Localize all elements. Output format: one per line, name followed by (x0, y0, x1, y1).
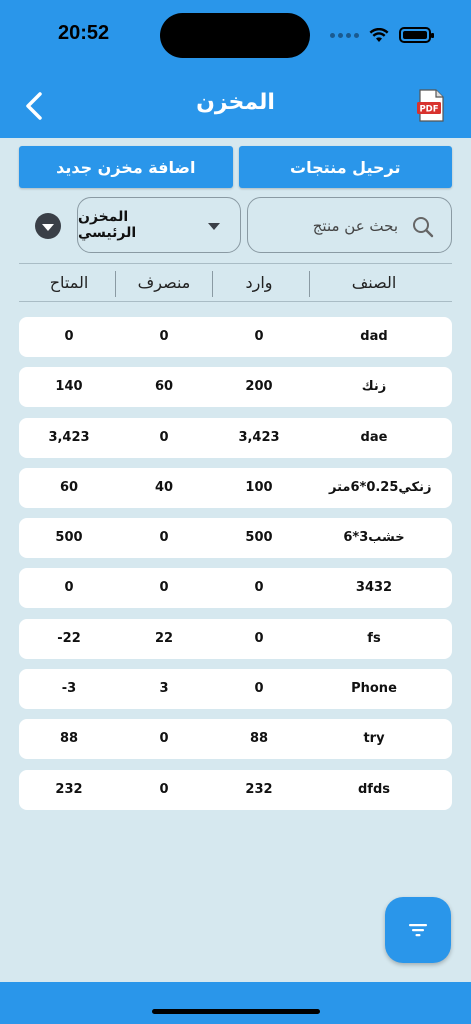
dynamic-island (160, 13, 310, 58)
cell-name: زنكي0.25*6متر (329, 479, 432, 495)
cell-incoming: 200 (245, 379, 273, 395)
table-row[interactable] (19, 568, 452, 608)
filter-row (0, 197, 471, 255)
cell-outgoing: 22 (154, 630, 174, 646)
table-header (19, 269, 452, 301)
column-separator (309, 271, 310, 297)
action-row (19, 146, 452, 188)
cell-name: dad (360, 329, 388, 344)
cell-incoming: 500 (245, 530, 273, 546)
cell-available: 0 (64, 329, 74, 344)
cell-available: 0 (64, 580, 74, 596)
home-indicator (152, 1009, 320, 1014)
cell-available: 3,423 (48, 429, 90, 445)
table-row[interactable] (19, 468, 452, 508)
cell-available: 140 (55, 379, 83, 395)
cell-outgoing: 0 (159, 329, 169, 344)
add-warehouse-button[interactable]: اضافة مخزن جديد (19, 146, 233, 188)
cell-available: 232 (55, 781, 83, 797)
cell-available: 500 (55, 530, 83, 546)
cell-name: Phone (351, 681, 397, 697)
wifi-icon (369, 28, 389, 43)
search-box (247, 197, 452, 253)
options-dropdown-button[interactable] (35, 213, 61, 239)
table-row[interactable] (19, 669, 452, 709)
column-separator (115, 271, 116, 297)
cell-incoming: 3,423 (238, 429, 280, 445)
warehouse-selected-label: المخزن الرئيسي (78, 209, 137, 241)
cell-outgoing: 0 (159, 580, 169, 596)
cell-outgoing: 60 (154, 379, 174, 395)
cell-available: -22 (57, 630, 81, 646)
transfer-products-button[interactable]: ترحيل منتجات (239, 146, 453, 188)
search-icon (411, 215, 435, 239)
cell-name: 3432 (355, 580, 393, 596)
search-input[interactable] (258, 211, 398, 241)
cell-outgoing: 0 (159, 731, 169, 747)
pdf-export-icon[interactable] (415, 88, 447, 124)
cell-name: fs (367, 630, 381, 646)
column-name-header: الصنف (351, 273, 397, 292)
cell-incoming: 0 (254, 580, 264, 596)
cell-incoming: 0 (254, 681, 264, 697)
cell-outgoing: 0 (159, 530, 169, 546)
column-incoming-header: وارد (245, 273, 273, 292)
table-row[interactable] (19, 418, 452, 458)
inventory-list (19, 317, 452, 820)
divider (19, 263, 452, 264)
chevron-down-icon (208, 223, 220, 230)
signal-icon (330, 33, 359, 38)
cell-outgoing: 0 (159, 781, 169, 797)
status-time: 20:52 (58, 22, 110, 44)
column-available-header: المتاح (49, 273, 89, 292)
cell-incoming: 88 (249, 731, 269, 747)
table-row[interactable] (19, 367, 452, 407)
cell-outgoing: 40 (154, 479, 174, 495)
cell-name: dfds (357, 781, 390, 797)
table-row[interactable] (19, 719, 452, 759)
cell-incoming: 100 (245, 479, 273, 495)
cell-outgoing: 3 (159, 681, 169, 697)
divider (19, 301, 452, 302)
table-row[interactable] (19, 619, 452, 659)
cell-incoming: 232 (245, 781, 273, 797)
column-outgoing-header: منصرف (137, 273, 191, 292)
cell-name: dae (360, 429, 388, 445)
table-row[interactable] (19, 770, 452, 810)
cell-name: خشب3*6 (343, 530, 405, 546)
page-title: المخزن (196, 90, 275, 115)
battery-icon (399, 27, 431, 43)
warehouse-select[interactable] (77, 197, 241, 253)
pdf-label: PDF (419, 104, 439, 115)
status-icons (330, 27, 431, 43)
cell-name: زنك (361, 379, 387, 395)
cell-incoming: 0 (254, 329, 264, 344)
table-row[interactable] (19, 518, 452, 558)
cell-incoming: 0 (254, 630, 264, 646)
bottom-bar (0, 982, 471, 1024)
filter-fab-button[interactable] (385, 897, 451, 963)
cell-available: 60 (59, 479, 79, 495)
cell-available: 88 (59, 731, 79, 747)
cell-available: -3 (61, 681, 77, 697)
cell-name: try (363, 731, 385, 747)
table-row[interactable] (19, 317, 452, 357)
cell-outgoing: 0 (159, 429, 169, 445)
column-separator (212, 271, 213, 297)
filter-icon (407, 921, 429, 939)
